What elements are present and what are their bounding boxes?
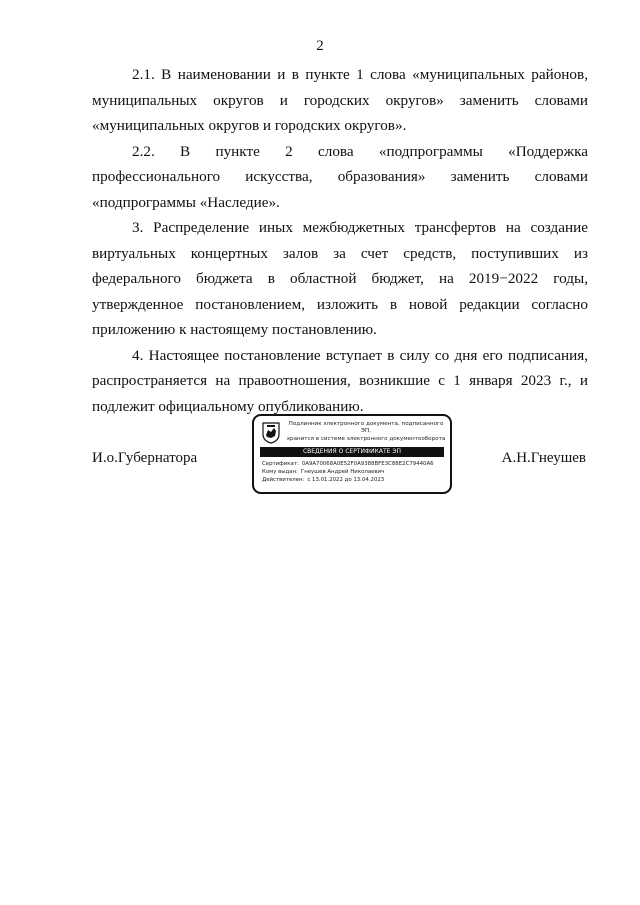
stamp-title: СВЕДЕНИЯ О СЕРТИФИКАТЕ ЭП bbox=[260, 447, 444, 457]
paragraph-3: 3. Распределение иных межбюджетных трансфертов на создание виртуальных концертных залов за счет средств, поступивших из федерального бюджета в областной бюджет, на 2019−2022 годы, утвержденное постановлением, изложить в новой редакции согласно приложению к настоящему постановлению. bbox=[92, 219, 588, 338]
paragraph-4: 4. Настоящее постановление вступает в силу со дня его подписания, распространяется на правоотношения, возникшие с 1 января 2023 г., и подлежит официальному опубликованию. bbox=[92, 346, 588, 415]
valid-label: Действителен: bbox=[262, 477, 305, 483]
document-body bbox=[92, 62, 588, 419]
cert-value: 0A9A70068A0E52F0A9388BFE3C88E2C79440A6 bbox=[301, 461, 434, 467]
page-number: 2 bbox=[316, 38, 324, 54]
paragraph-2-1: 2.1. В наименовании и в пункте 1 слова «муниципальных районов, муниципальных округов и городских округов» заменить словами «муниципальных округов и городских округов». bbox=[92, 66, 588, 134]
owner-value: Гнеушев Андрей Николаевич bbox=[300, 469, 385, 475]
signatory-name: А.Н.Гнеушев bbox=[501, 450, 586, 466]
owner-label: Кому выдан: bbox=[262, 469, 298, 475]
stamp-header-line-1: Подлинник электронного документа, подписанного ЭП, bbox=[288, 421, 444, 435]
regional-coat-of-arms-icon bbox=[262, 422, 280, 444]
cert-label: Сертификат: bbox=[262, 461, 299, 467]
signatory-position: И.о.Губернатора bbox=[92, 450, 198, 466]
electronic-signature-stamp bbox=[252, 414, 452, 494]
paragraph-2-2: 2.2. В пункте 2 слова «подпрограммы «Поддержка профессионального искусства, образования» заменить словами «подпрограммы «Наследие». bbox=[92, 142, 588, 211]
stamp-header-line-2: хранится в системе электронного документооборота bbox=[286, 435, 446, 442]
stamp-valid-row bbox=[262, 476, 448, 484]
valid-value: с 13.01.2022 до 13.04.2023 bbox=[307, 477, 385, 483]
stamp-details bbox=[262, 460, 448, 484]
stamp-cert-row bbox=[262, 460, 448, 468]
stamp-header bbox=[284, 421, 448, 443]
stamp-owner-row bbox=[262, 468, 448, 476]
